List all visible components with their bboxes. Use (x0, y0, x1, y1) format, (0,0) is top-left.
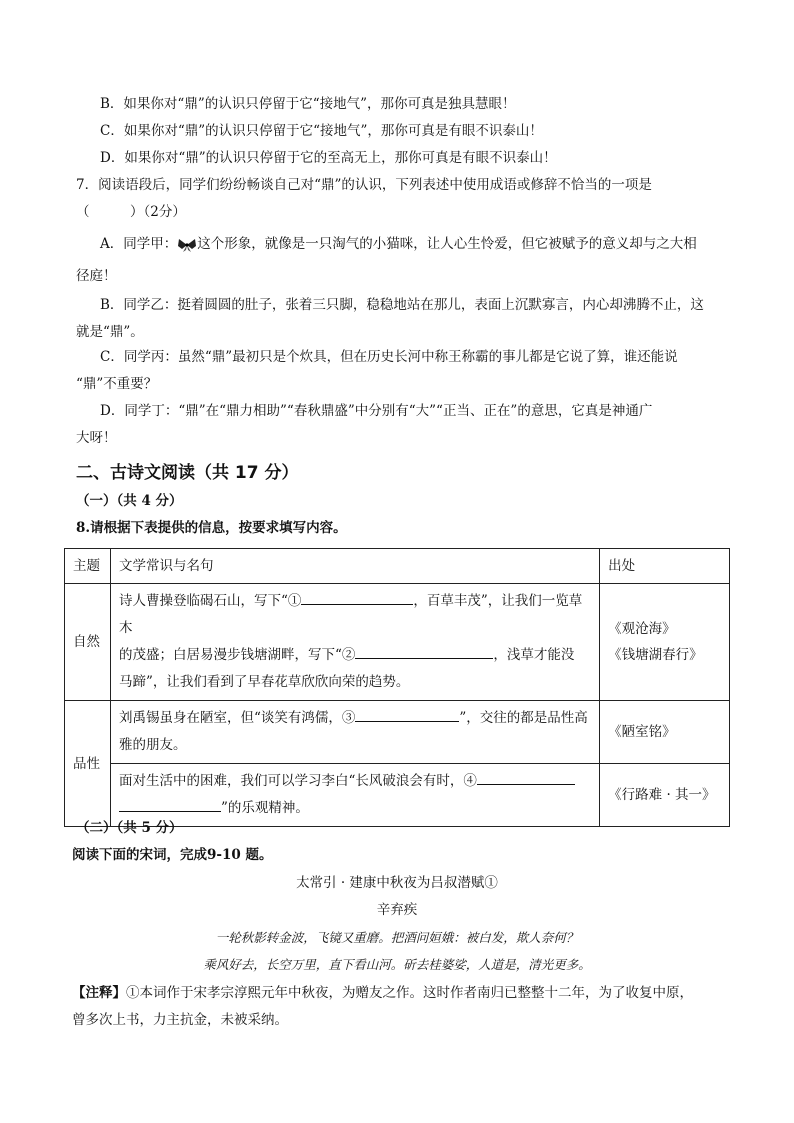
q7-option-a-prefix: A．同学甲： (100, 236, 178, 252)
q7-option-b-line2: 就是“鼎”。 (76, 324, 144, 340)
q7-answer-line (76, 202, 186, 222)
virtue-r1-line1-b: ”，交往的都是品性高 (459, 710, 588, 726)
note-label: 【注释】 (72, 985, 126, 1001)
header-theme: 主题 (65, 549, 111, 584)
theme-virtue: 品性 (65, 701, 111, 827)
source-guan-cang-hai: 《观沧海》 (608, 621, 676, 637)
nature-line3: 马蹄”，让我们看到了早春花草欣欣向荣的趋势。 (118, 674, 410, 690)
q7-option-a (100, 234, 697, 254)
header-source: 出处 (600, 549, 730, 584)
section-title: 二、古诗文阅读（共 17 分） (76, 463, 299, 483)
virtue-r1-line2: 雅的朋友。 (118, 737, 187, 753)
q7-option-c-line1: C．同学丙：虽然“鼎”最初只是个炊具，但在历史长河中称王称霸的事儿都是它说了算，谁还能说 (100, 349, 678, 365)
part2-title: （二）（共 5 分） (76, 820, 183, 836)
source-nature (600, 584, 730, 701)
virtue-r1-line1-a: 刘禹锡虽身在陋室，但“谈笑有鸿儒，③ (118, 710, 356, 726)
source-lou-shi-ming: 《陋室铭》 (600, 701, 730, 764)
virtue-content-1 (110, 701, 599, 764)
note-text-1: ①本词作于宋孝宗淳熙元年中秋夜，为赠友之作。这时作者南归已整整十二年，为了收复中原， (126, 985, 693, 1001)
q7-option-d-line2: 大呀！ (76, 430, 117, 446)
blank-1[interactable] (301, 591, 413, 605)
q7-score: （2分） (143, 204, 186, 220)
header-knowledge: 文学常识与名句 (110, 549, 599, 584)
nature-line2-b: ，浅草才能没 (493, 647, 575, 663)
nature-content (110, 584, 599, 701)
poem-title: 太常引 · 建康中秋夜为吕叔潜赋① (296, 875, 498, 891)
q6-option-b: B．如果你对“鼎”的认识只停留于它“接地气”，那你可真是独具慧眼！ (100, 96, 516, 112)
table-row-nature (65, 584, 730, 701)
blank-3[interactable] (355, 708, 459, 722)
q7-stem: 7．阅读语段后，同学们纷纷畅谈自己对“鼎”的认识，下列表述中使用成语或修辞不恰当的一项是 (76, 177, 652, 193)
source-xing-lu-nan: 《行路难 · 其一》 (600, 764, 730, 827)
nature-line1-b: ，百草丰茂”，让我们一览草木 (118, 593, 583, 636)
part1-title: （一）（共 4 分） (76, 493, 183, 509)
q6-option-d: D．如果你对“鼎”的认识只停留于它的至高无上，那你可真是有眼不识泰山！ (100, 150, 557, 166)
theme-nature: 自然 (65, 584, 111, 701)
poem-note-1 (72, 983, 693, 1003)
table-header-row (65, 549, 730, 584)
blank-4-cont[interactable] (119, 798, 221, 812)
q7-option-a-cont: 径庭！ (76, 268, 117, 284)
part2-instruction: 阅读下面的宋词，完成9-10 题。 (72, 847, 273, 863)
virtue-r2-line2: ”的乐观精神。 (220, 800, 309, 816)
q7-option-d-line1: D．同学丁：“鼎”在“鼎力相助”“春秋鼎盛”中分别有“大”“正当、正在”的意思，它真是神通广 (100, 403, 653, 419)
nature-line2-a: 的茂盛；白居易漫步钱塘湖畔，写下“② (118, 647, 356, 663)
poem-author: 辛弃疾 (376, 902, 418, 918)
blank-2[interactable] (355, 645, 493, 659)
poem-line-1: 一轮秋影转金波，飞镜又重磨。把酒问姮娥：被白发，欺人奈何？ (215, 930, 579, 945)
q8-instruction: 8.请根据下表提供的信息，按要求填写内容。 (76, 520, 347, 536)
nature-line1-a: 诗人曹操登临碣石山，写下“① (118, 593, 302, 609)
q7-answer-paren[interactable]: （ ） (76, 204, 144, 220)
virtue-r2-line1: 面对生活中的困难，我们可以学习李白“长风破浪会有时，④ (118, 773, 477, 789)
ding-pictogram-icon (177, 237, 197, 253)
q8-table (64, 548, 730, 827)
blank-4[interactable] (477, 771, 575, 785)
virtue-content-2 (110, 764, 599, 827)
source-qian-tang-hu: 《钱塘湖春行》 (608, 647, 703, 663)
q6-option-c: C．如果你对“鼎”的认识只停留于它“接地气”，那你可真是有眼不识泰山！ (100, 123, 543, 139)
poem-line-2: 乘风好去，长空万里，直下看山河。斫去桂婆娑，人道是，清光更多。 (203, 957, 591, 972)
poem-note-2: 曾多次上书，力主抗金，未被采纳。 (72, 1012, 288, 1028)
table-row-virtue-1 (65, 701, 730, 764)
q7-option-b-line1: B．同学乙：挺着圆圆的肚子，张着三只脚，稳稳地站在那儿，表面上沉默寡言，内心却沸腾不止，这 (100, 297, 704, 313)
q7-option-a-text: 这个形象，就像是一只淘气的小猫咪，让人心生怜爱，但它被赋予的意义却与之大相 (197, 236, 697, 252)
q7-option-c-line2: “鼎”不重要？ (76, 376, 158, 392)
